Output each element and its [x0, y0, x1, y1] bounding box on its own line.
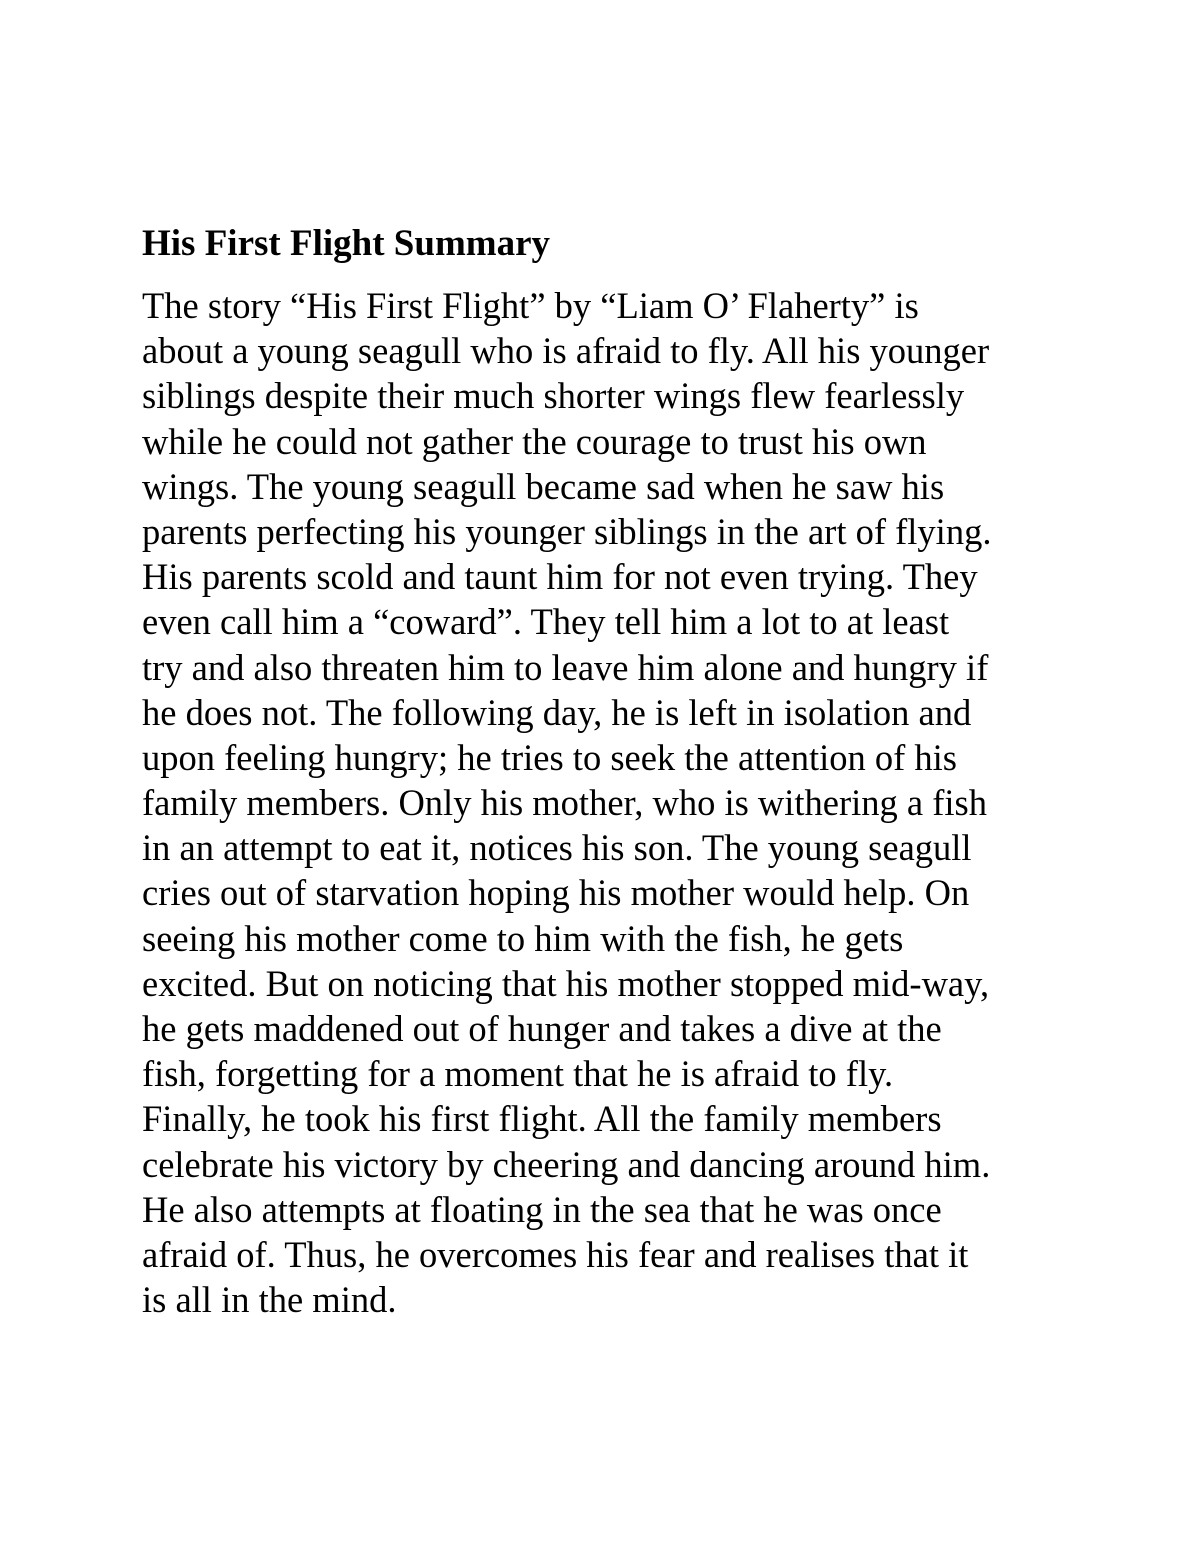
text-line: Finally, he took his first flight. All the family members — [142, 1098, 942, 1140]
text-line: parents perfecting his younger siblings in the art of flying. — [142, 510, 992, 552]
text-line: siblings despite their much shorter wings flew fearlessly — [142, 375, 965, 417]
text-line: cries out of starvation hoping his mother would help. On — [142, 872, 970, 914]
summary-paragraph — [142, 283, 1082, 1322]
text-line: The story “His First Flight” by “Liam O’ Flaherty” is — [142, 285, 919, 326]
text-line: in an attempt to eat it, notices his son. The young seagull — [142, 827, 972, 869]
text-line: try and also threaten him to leave him alone and hungry if — [142, 646, 989, 688]
text-line: wings. The young seagull became sad when he saw his — [142, 465, 945, 507]
text-line: he gets maddened out of hunger and takes a dive at the — [142, 1008, 942, 1049]
text-line: He also attempts at floating in the sea that he was once — [142, 1188, 942, 1230]
text-line: upon feeling hungry; he tries to seek the attention of his — [142, 736, 957, 778]
text-line: family members. Only his mother, who is withering a fish — [142, 782, 988, 824]
text-line: fish, forgetting for a moment that he is afraid to fly. — [142, 1053, 894, 1095]
text-line: about a young seagull who is afraid to fly. All his younger — [142, 330, 990, 372]
text-line: seeing his mother come to him with the fish, he gets — [142, 917, 904, 959]
text-line: is all in the mind. — [142, 1279, 397, 1321]
text-line: he does not. The following day, he is left in isolation and — [142, 691, 972, 733]
text-line: afraid of. Thus, he overcomes his fear and realises that it — [142, 1233, 969, 1275]
text-line: celebrate his victory by cheering and dancing around him. — [142, 1143, 991, 1185]
text-line: while he could not gather the courage to trust his own — [142, 420, 927, 462]
text-line: excited. But on noticing that his mother stopped mid-way, — [142, 962, 990, 1004]
text-line: His parents scold and taunt him for not even trying. They — [142, 556, 978, 598]
text-line: even call him a “coward”. They tell him a lot to at least — [142, 601, 950, 643]
document-title: His First Flight Summary — [142, 223, 551, 264]
